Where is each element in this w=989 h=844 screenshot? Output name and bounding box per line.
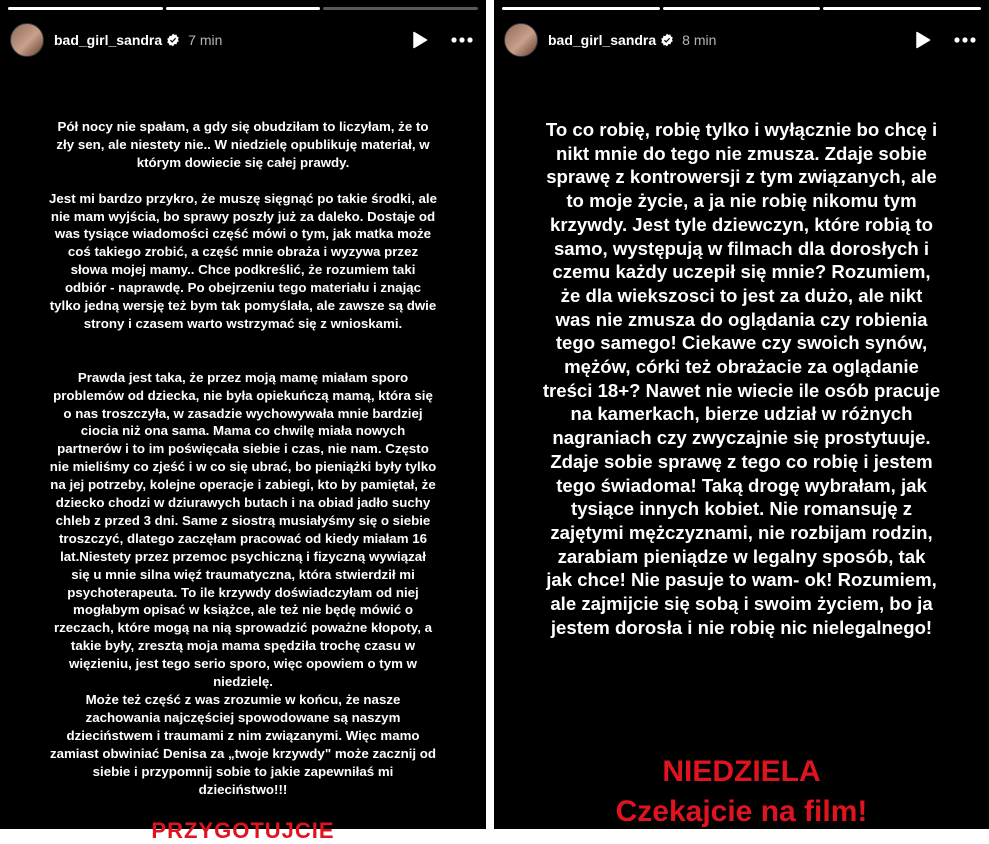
more-options-icon[interactable]	[951, 26, 979, 54]
progress-segment	[663, 7, 821, 10]
progress-segment	[323, 7, 478, 10]
post-time: 8 min	[682, 32, 717, 48]
story-panel-right[interactable]	[494, 0, 989, 829]
story-footer-line: Czekajcie na film!	[615, 795, 868, 828]
story-progress-bar	[8, 7, 478, 10]
story-panel-left[interactable]	[0, 0, 486, 843]
progress-segment	[166, 7, 321, 10]
story-footer-line: NIEDZIELA	[662, 755, 821, 788]
more-options-icon[interactable]	[448, 26, 476, 54]
username[interactable]: bad_girl_sandra	[548, 32, 657, 48]
progress-segment	[8, 7, 163, 10]
verified-badge-icon	[166, 33, 180, 47]
play-icon[interactable]	[406, 26, 434, 54]
play-icon[interactable]	[909, 26, 937, 54]
post-time: 7 min	[188, 32, 223, 48]
story-header	[504, 22, 979, 58]
progress-segment	[823, 7, 981, 10]
story-text: Pół nocy nie spałam, a gdy się obudziłam to liczyłam, że to zły sen, ale niestety nie.. W niedzielę opublikuję materiał, w którym dowiecie się całej prawdy. Jest mi bardzo przykro, że muszę sięgnąć po takie środki, ale nie mam wyjścia, bo sprawy poszły już za daleko. Dostaje od was tysiące wiadomości część mówi o tym, jak matka może coś takiego zrobić, a część mnie obraża i wyzywa przez słowa mojej mamy.. Chce podkreślić, że rozumiem taki odbiór - naprawdę. Po obejrzeniu tego materiału i znając tylko jedną wersję też bym tak pomyślała, ale zawsze są dwie strony i czasem warto wstrzymać się z wnioskami. Prawda jest taka, że przez moją mamę miałam sporo problemów od dziecka, nie była opiekuńczą mamą, która się o nas troszczyła, w zasadzie wychowywała mnie bardziej ciocia niż ona sama. Mama co chwilę miała nowych partnerów i to im poświęcała siebie i czas, nie nam. Często nie mieliśmy co zjeść i w co się ubrać, bo pieniążki były tylko na jej potrzeby, kolejne operacje i zabiegi, kto by pamiętał, że dziecko chodzi w dziurawych butach i na obiad jadło suchy chleb z przed 3 dni. Same z siostrą musiałyśmy się o siebie troszczyć, dlatego zaczęłam pracować od kiedy miałam 16 lat.Niestety przez przemoc psychiczną i fizyczną wywiązał się u mnie silna więź traumatyczna, która stwierdził mi psychoterapeuta. To ile krzywdy doświadczyłam od niej mogłabym opisać w książce, ale też nie będę mówić o rzeczach, które mogą na nią sprowadzić poważne kłopoty, a takie były, zresztą moja mama spędziła trochę czasu w więzieniu, jest tego serio sporo, więc opowiem o tym w niedzielę. Może też część z was zrozumie w końcu, że nasze zachowania najczęściej spowodowane są naszym dzieciństwem i traumami z nim związanymi. Więc mamo zamiast obwiniać Denisa za „twoje krzywdy" może zacznij od siebie i przypomnij sobie to jakie zapewniłaś mi dzieciństwo!!!	[49, 119, 437, 797]
story-progress-bar	[502, 7, 981, 10]
story-footer-text	[494, 752, 989, 832]
story-text: To co robię, robię tylko i wyłącznie bo chcę i nikt mnie do tego nie zmusza. Zdaje sobie sprawę z kontrowersji z tym związanych, ale to moje życie, a ja nie robię nikomu tym krzywdy. Jest tyle dziewczyn, które robią to samo, występują w filmach dla dorosłych i czemu każdy uczepił się mnie? Rozumiem, że dla wiekszosci to jest za dużo, ale nikt was nie zmusza do oglądania czy robienia tego samego! Ciekawe czy swoich synów, mężów, córki też obrażacie za oglądanie treści 18+? Nawet nie wiecie ile osób pracuje na kamerkach, bierze udział w różnych nagraniach czy zwyczajnie się prostytuuje. Zdaje sobie sprawę z tego co robię i jestem tego świadoma! Taką drogę wybrałam, jak tysiące innych kobiet. Nie romansuję z zajętymi mężczyznami, nie rozbijam rodzin, zarabiam pieniądze w legalny sposób, tak jak chce! Nie pasuje to wam- ok! Rozumiem, ale zajmijcie się sobą i swoim życiem, bo ja jestem dorosła i nie robię nic nielegalnego!	[542, 119, 941, 638]
avatar[interactable]	[504, 23, 538, 57]
username[interactable]: bad_girl_sandra	[54, 32, 163, 48]
story-header	[10, 22, 476, 58]
story-footer-text: PRZYGOTUJCIE	[151, 818, 335, 843]
progress-segment	[502, 7, 660, 10]
verified-badge-icon	[660, 33, 674, 47]
avatar[interactable]	[10, 23, 44, 57]
